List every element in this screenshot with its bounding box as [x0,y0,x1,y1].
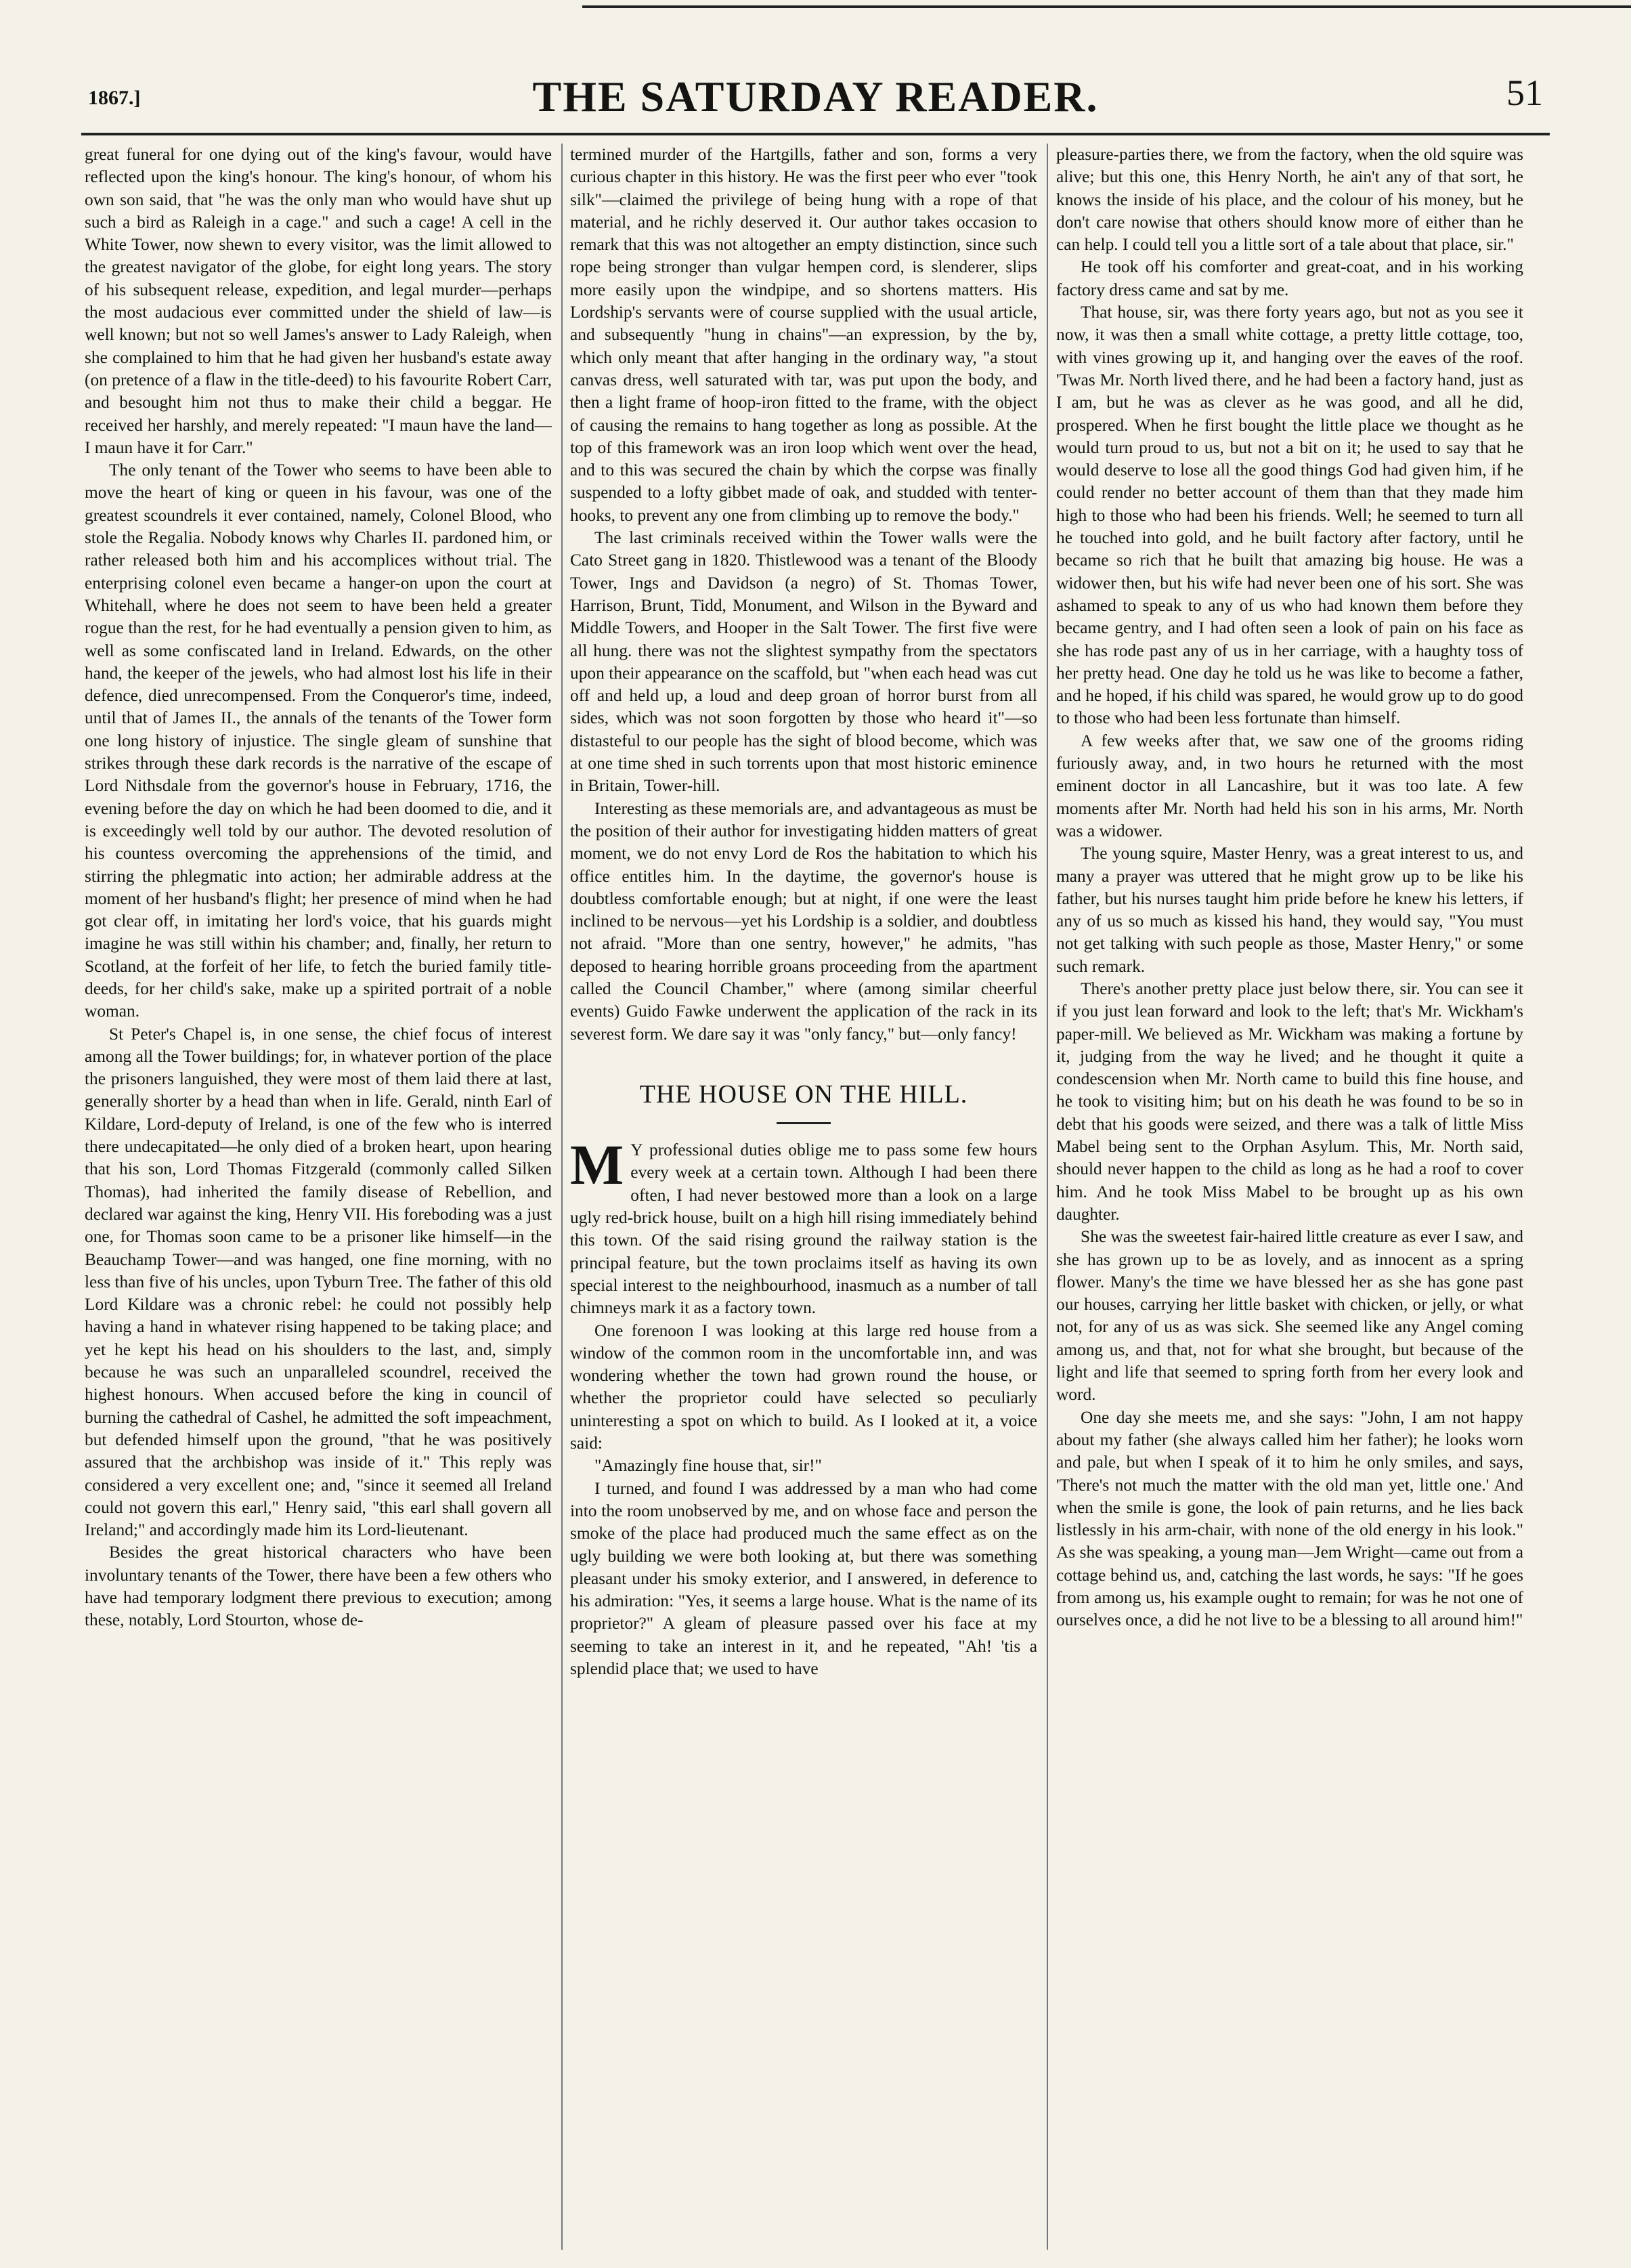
paragraph: I turned, and found I was addressed by a man who had come into the room unobserved by me, and on whose face and person the smoke of the place had produced much the same effect as on the ugly building we were both looking at, but there was something pleasant under his smoky exterior, and I answered, in deference to his admiration: "Yes, it seems a large house. What is the name of its proprietor?" A gleam of pleasure passed over his face at my seeming to take an interest in it, and he repeated, "Ah! 'tis a splendid place that; we used to have [570,1478,1037,1678]
story-opening-text: Y professional duties oblige me to pass some few hours every week at a certain town. Although I had been there often, I had never bestowed more than a look on a large ugly red-brick house, built on a high hill rising immediately behind this town. Of the said rising ground the railway station is the principal feature, but the town proclaims itself as having its own special interest to the neighbourhood, inasmuch as a number of tall chimneys mark it as a factory town. [570,1140,1037,1318]
paragraph: "Amazingly fine house that, sir!" [594,1456,822,1476]
paragraph: One day she meets me, and she says: "John, I am not happy about my father (she always called him her father); he looks worn and pale, but when I speak of it to him he only smiles, and says, 'There's not much the matter with the old man yet, little one.' And when the smile is gone, the look of pain returns, and he lies back listlessly in his arm-chair, with none of the old energy in his look." As she was speaking, a young man—Jem Wright—came out from a cottage behind us, and, catching the last words, he says: "If he goes from among us, his example ought to remain; for was he not one of ourselves once, a did he not live to be a blessing to all around him!" [1056,1407,1523,1630]
column-1 [85,144,552,2250]
paragraph: pleasure-parties there, we from the factory, when the old squire was alive; but this one, this Henry North, he ain't any of that sort, he knows the inside of his place, and the colour of his money, but he don't care nowise that others should know more of either than he can help. I could tell you a little sort of a tale about that place, sir." [1056,145,1523,255]
paragraph: There's another pretty place just below there, sir. You can see it if you just lean forward and look to the left; that's Mr. Wickham's paper-mill. We believed as Mr. Wickham was making a fortune by it, judging from the way he lived; and he thought it quite a condescension when Mr. North came to build this fine house, and he took to visiting him; but on his death he was found to be so in debt that his goods were seized, and there was a talk of little Miss Mabel being sent to the Orphan Asylum. This, Mr. North said, should never happen to the child as long as he had a roof to cover him. And he took Miss Mabel to be brought up as his own daughter. [1056,979,1523,1224]
paragraph: He took off his comforter and great-coat, and in his working factory dress came and sat by me. [1056,257,1523,299]
header-rule [81,133,1550,135]
story-title: THE HOUSE ON THE HILL. [639,1079,968,1109]
masthead-title: THE SATURDAY READER. [532,72,1099,121]
column-3 [1056,144,1523,2250]
paragraph: termined murder of the Hartgills, father and son, forms a very curious chapter in this history. He was the first peer who ever "took silk"—claimed the privilege of being hung with a rope of that material, and he richly deserved it. Our author takes occasion to remark that this was not altogether an empty distinction, since such rope being stronger than vulgar hempen cord, is slenderer, slips more easily upon the windpipe, and so shortens matters. His Lordship's servants were of course supplied with the usual article, and subsequently "hung in chains"—an expression, by the by, which only meant that after hanging in the ordinary way, "a stout canvas dress, well saturated with tar, was put upon the body, and then a light frame of hoop-iron fitted to the frame, with the object of causing the remains to hang together as long as possible. At the top of this framework was an iron loop which went over the head, and to this was secured the chain by which the corpse was finally suspended to a lofty gibbet made of oak, and studded with tenter-hooks, to prevent any one from climbing up to remove the body." [570,145,1037,525]
paragraph: That house, sir, was there forty years ago, but not as you see it now, it was then a small white cottage, a pretty little cottage, too, with vines growing up it, and hanging over the eaves of the roof. 'Twas Mr. North lived there, and he had been a factory hand, just as I am, but he was as clever as he was good, and all he did, prospered. When he first bought the little place we thought as he would turn proud to us, but not a bit on it; he used to say that he would deserve to lose all the good things God had given him, if he could render no better account of them than that they made him high to those who had been his friends. Well; he seemed to turn all he touched into gold, and he built factory after factory, until he became so rich that he built that amazing big house. He was a widower then, but his wife had never been one of his sort. She was ashamed to speak to any of us who had known them before they became gentry, and I had often seen a look of pain on his face as she has rode past any of us in her carriage, with a haughty toss of her pretty head. One day he told us he was like to become a father, and he hoped, if his child was spared, he would grow up to do good to those who had been less fortunate than himself. [1056,303,1523,728]
paragraph: One forenoon I was looking at this large red house from a window of the common room in the uncomfortable inn, and was wondering whether the town had grown round the house, or whether the proprietor could have selected so peculiarly uninteresting a spot on which to build. As I looked at it, a voice said: [570,1321,1037,1453]
column-2 [570,144,1037,2250]
paragraph: The last criminals received within the Tower walls were the Cato Street gang in 1820. Thistlewood was a tenant of the Bloody Tower, Ings and Davidson (a negro) of St. Thomas Tower, Harrison, Brunt, Tidd, Monument, and Wilson in the Byward and Middle Towers, and Hooper in the Salt Tower. The first five were all hung. there was not the slightest sympathy from the spectators upon their appearance on the scaffold, but "when each head was cut off and held up, a loud and deep groan of horror burst from all sides, which was not soon forgotten by those who heard it"—so distasteful to our people has the sight of blood become, which was at one time shed in such torrents upon that most historic eminence in Britain, Tower-hill. [570,528,1037,796]
issue-year: 1867.] [88,87,141,109]
page-number: 51 [1506,72,1543,113]
paragraph: Besides the great historical characters who have been involuntary tenants of the Tower, there have been a few others who have had temporary lodgment there previous to execution; among these, notably, Lord Stourton, whose de- [85,1543,552,1630]
paragraph: great funeral for one dying out of the king's favour, would have reflected upon the king's honour. The king's honour, of whom his own son said, that "he was the only man who would have shut up such a bird as Raleigh in a cage." and such a cage! A cell in the White Tower, now shewn to every visitor, was the limit allowed to the greatest navigator of the globe, for eight long years. The story of his subsequent release, expedition, and legal murder—perhaps the most audacious ever committed under the shield of law—is well known; but not so well James's answer to Lady Raleigh, when she complained to him that he had given her husband's estate away (on pretence of a flaw in the title-deed) to his favourite Robert Carr, and besought him not thus to make their child a beggar. He received her harshly, and merely repeated: "I maun have the land—I maun have it for Carr." [85,145,552,457]
story-opening-paragraph [570,1134,1037,1319]
paragraph: Interesting as these memorials are, and advantageous as must be the position of their author for investigating hidden matters of great moment, we do not envy Lord de Ros the habitation to which his office entitles him. In the daytime, the governor's house is doubtless comfortable enough; but at night, if one were the least inclined to be nervous—yet his Lordship is a soldier, and doubtless not afraid. "More than one sentry, however," he admits, "has deposed to hearing horrible groans proceeding from the apartment called the Council Chamber," where (among similar cheerful events) Guido Fawke underwent the application of the rack in its severest form. We dare say it was "only fancy," but—only fancy! [570,798,1037,1044]
drop-cap: M [570,1134,624,1197]
paragraph: The young squire, Master Henry, was a great interest to us, and many a prayer was uttered that he might grow up to be like his father, but his nurses taught him pride before he knew his letters, if any of us so much as kissed his hand, they would say, "You must not get talking with such people as those, Master Henry," or some such remark. [1056,844,1523,976]
paragraph: The only tenant of the Tower who seems to have been able to move the heart of king or queen in his favour, was one of the greatest scoundrels it ever contained, namely, Colonel Blood, who stole the Regalia. Nobody knows why Charles II. pardoned him, or rather released both him and his accomplices without trial. The enterprising colonel even became a hanger-on upon the court at Whitehall, where he does not seem to have been held a greater rogue than the rest, for he had eventually a pension given to him, as well as some confiscated land in Ireland. Edwards, on the other hand, the keeper of the jewels, who had almost lost his life in their defence, died unrecompensed. From the Conqueror's time, indeed, until that of James II., the annals of the tenants of the Tower form one long history of injustice. The single gleam of sunshine that strikes through these dark records is the narrative of the escape of Lord Nithsdale from the governor's house in February, 1716, the evening before the day on which he had been doomed to die, and it is exceedingly well told by our author. The devoted resolution of his countess overcoming the apprehensions of the timid, and stirring the phlegmatic into action; her admirable address at the moment of her husband's flight; her presence of mind when he had got clear off, in imitating her lord's voice, that his guards might imagine he was still within his chamber; and, finally, her return to Scotland, at the forfeit of her life, to fetch the buried family title-deeds, for her child's sake, make up a spirited portrait of a noble woman. [85,461,552,1021]
paragraph: St Peter's Chapel is, in one sense, the chief focus of interest among all the Tower buildings; for, in whatever portion of the place the prisoners languished, they were most of them laid there at last, generally shorter by a head than when in life. Gerald, ninth Earl of Kildare, Lord-deputy of Ireland, is one of the few who is interred there undecapitated—he only died of a broken heart, upon hearing that his son, Lord Thomas Fitzgerald (commonly called Silken Thomas), had inherited the family disease of Rebellion, and declared war against the king, Henry VII. His foreboding was a just one, for Thomas soon came to be a prisoner like himself—in the Beauchamp Tower—and was hanged, one fine morning, with no less than five of his uncles, upon Tyburn Tree. The father of this old Lord Kildare was a chronic rebel: he could not possibly help having a hand in whatever rising happened to be taking place; and yet he kept his head on his shoulders to the last, and, simply because he was such an unparalleled scoundrel, received the highest honours. When accused before the king in council of burning the cathedral of Cashel, he admitted the soft impeachment, but defended himself upon the ground, "that he was positively assured that the archbishop was inside of it." This reply was considered a very excellent one; and, "since it seemed all Ireland could not govern this earl," Henry said, "this earl shall govern all Ireland;" and accordingly made him its Lord-lieutenant. [85,1024,552,1540]
top-rule [582,5,1631,8]
title-rule [777,1122,831,1124]
paragraph: She was the sweetest fair-haired little creature as ever I saw, and she has grown up to be as lovely, and as innocent as a spring flower. Many's the time we have blessed her as she has gone past our houses, carrying her little basket with chicken, or jelly, or what not, for any of us as was sick. She seemed like any Angel coming among us, and that, not for what she brought, but because of the light and life that seemed to spring forth from her every look and word. [1056,1227,1523,1405]
column-divider [561,144,563,2250]
page-header [81,68,1550,129]
paragraph: A few weeks after that, we saw one of the grooms riding furiously away, and, in two hours he returned with the most eminent doctor in all Lancashire, but it was too late. A few moments after Mr. North had held his son in his arms, Mr. North was a widower. [1056,731,1523,840]
column-divider [1047,144,1048,2250]
